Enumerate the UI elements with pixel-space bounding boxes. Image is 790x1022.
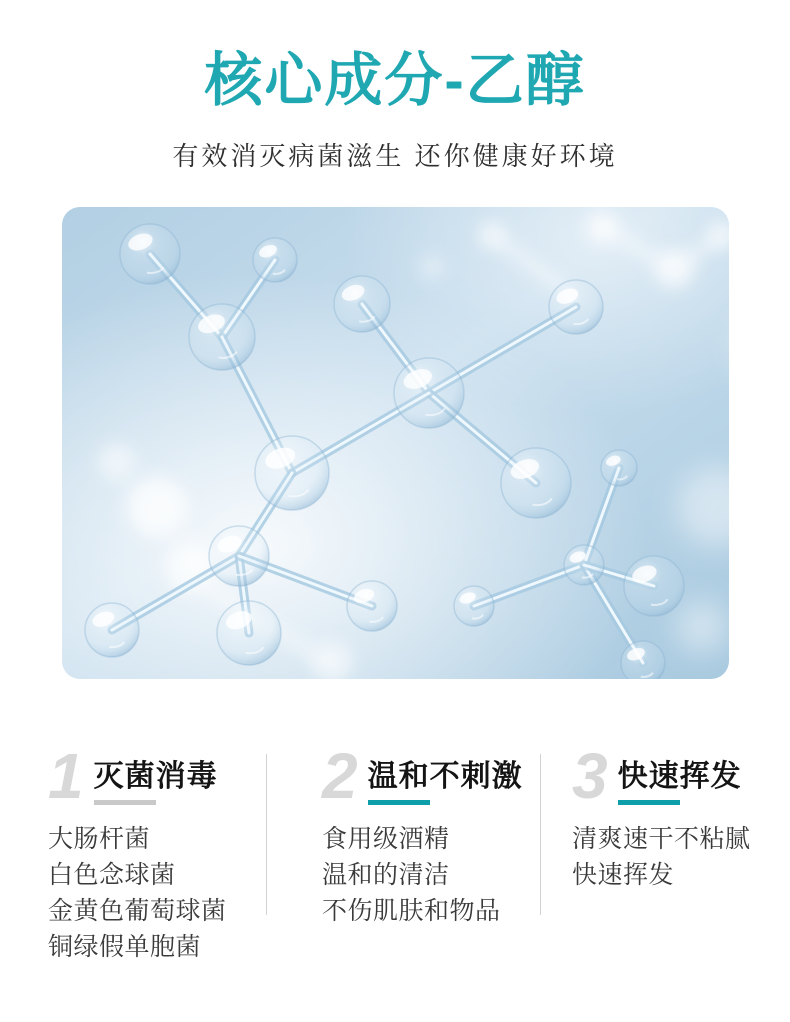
- page-title: 核心成分-乙醇: [204, 48, 586, 113]
- feature-item: 食用级酒精: [322, 825, 450, 853]
- feature-evaporate: [572, 738, 772, 893]
- feature-item-list: [572, 821, 772, 893]
- feature-heading: 灭菌消毒: [93, 760, 218, 793]
- molecule-illustration: [62, 207, 729, 679]
- feature-item: 大肠杆菌: [48, 825, 151, 853]
- feature-heading-group: [48, 738, 260, 813]
- feature-heading-group: [322, 738, 534, 813]
- column-divider: [266, 754, 267, 915]
- feature-item-list: [322, 821, 534, 929]
- features-row: [0, 738, 790, 968]
- feature-item-list: [48, 821, 260, 965]
- heading-underline: [618, 800, 680, 805]
- feature-item: 快速挥发: [572, 861, 675, 889]
- feature-item: 温和的清洁: [322, 861, 450, 889]
- heading-underline: [368, 800, 430, 805]
- page-subtitle: 有效消灭病菌滋生 还你健康好环境: [172, 141, 618, 171]
- feature-number: 2: [322, 740, 358, 813]
- feature-item: 白色念球菌: [48, 861, 176, 889]
- feature-heading: 快速挥发: [617, 760, 742, 793]
- feature-number: 3: [572, 740, 608, 813]
- feature-heading: 温和不刺激: [367, 760, 523, 793]
- feature-number: 1: [48, 740, 84, 813]
- feature-heading-group: [572, 738, 772, 813]
- molecule-3d-image: [62, 207, 729, 679]
- feature-item: 金黄色葡萄球菌: [48, 897, 227, 925]
- heading-underline: [94, 800, 156, 805]
- feature-item: 不伤肌肤和物品: [322, 897, 501, 925]
- column-divider: [540, 754, 541, 915]
- feature-sterilize: [48, 738, 260, 965]
- feature-mild: [322, 738, 534, 929]
- feature-item: 铜绿假单胞菌: [48, 933, 202, 961]
- feature-item: 清爽速干不粘腻: [572, 825, 751, 853]
